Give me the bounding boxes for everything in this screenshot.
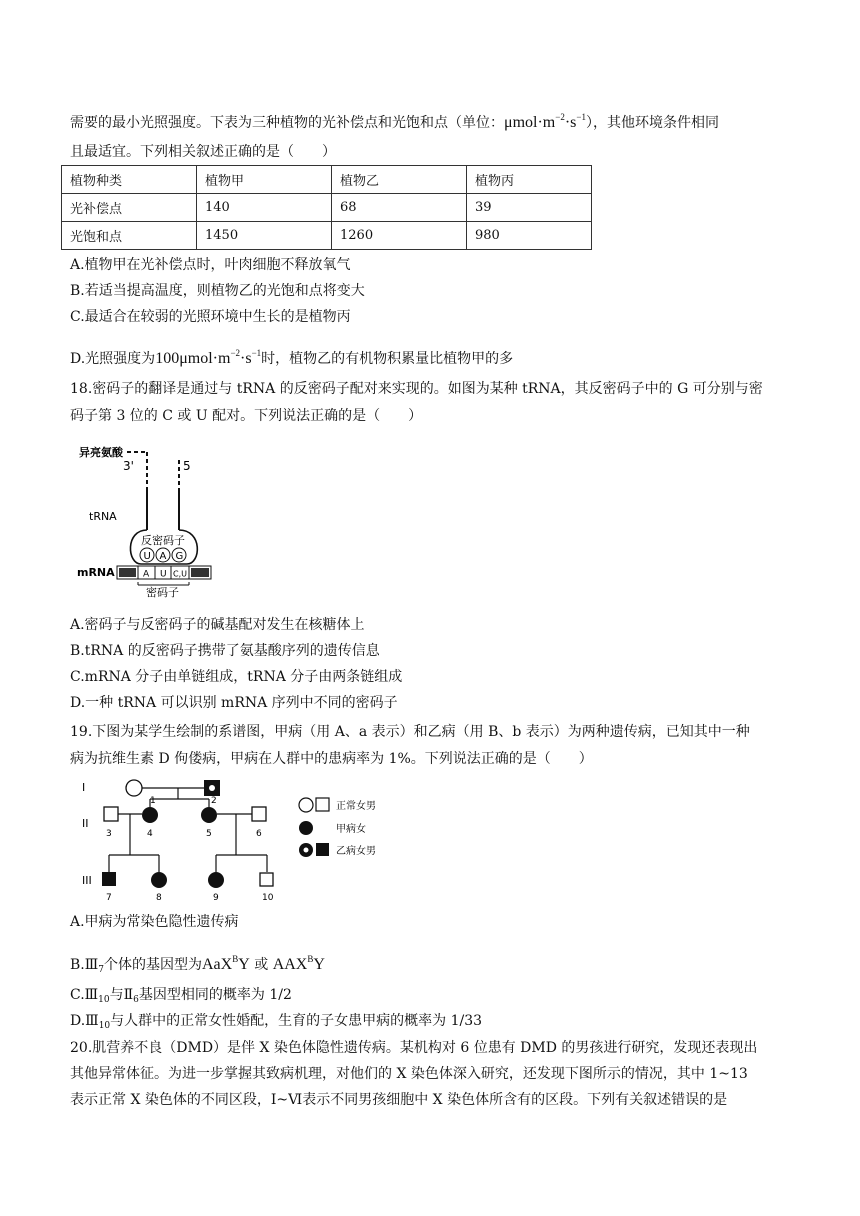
q17-option-d [70,343,513,369]
pedigree-figure [78,772,408,902]
q19-c-sub: 10 [98,995,110,1005]
individual-number: 6 [256,829,262,839]
individual-3-normal-male [104,807,118,821]
table-cell: 68 [332,194,467,222]
anticodon-base: U [143,551,151,562]
table-cell: 140 [197,194,332,222]
trna-label: tRNA [89,510,117,523]
table-header-row [62,166,592,194]
genotype-2-y: Y [313,956,325,973]
legend-jia-female-symbol [299,821,313,835]
individual-7-affected-male [102,872,116,886]
q18-option-b: B.tRNA 的反密码子携带了氨基酸序列的遗传信息 [70,643,380,659]
legend-label: 甲病女 [336,824,366,835]
q17-d-quantity [155,350,261,367]
unit-dot: · [240,350,246,367]
q19-c-text: C.Ⅲ [70,987,99,1003]
unit-dot: · [212,350,218,367]
q19-option-c [70,985,292,1010]
unit-m: m [217,350,231,367]
individual-1-normal-female [126,780,142,796]
individual-number: 4 [147,829,153,839]
individual-number: 7 [106,893,112,902]
individual-2-marker [209,785,215,791]
individual-8-jia-female [151,872,167,888]
individual-number: 2 [211,796,217,806]
genotype-2-base: AAX [272,956,308,973]
amino-acid-label: 异亮氨酸 [79,446,123,459]
anticodon-base: A [159,551,167,562]
table-header-cell: 植物乙 [332,166,467,194]
q17-option-b: B.若适当提高温度，则植物乙的光饱和点将变大 [70,283,365,299]
individual-number: 5 [206,829,212,839]
individual-number: 3 [106,829,112,839]
individual-number: 8 [156,893,162,902]
q19-c-text: 与Ⅱ [109,987,134,1003]
table-header-cell: 植物种类 [62,166,197,194]
unit-m: m [542,114,556,131]
generation-label: I [82,781,86,794]
intro-line-2: 且最适宜。下列相关叙述正确的是（ ） [70,144,336,160]
legend-normal-male-symbol [316,798,329,811]
individual-5-jia-female [201,807,217,823]
genotype-2-sup: B [307,954,314,964]
mrna-codon-shaded [119,568,136,577]
q19-b-text: B.Ⅲ [70,957,99,973]
table-header-cell: 植物甲 [197,166,332,194]
unit-dot: · [564,114,571,131]
table-header-cell: 植物丙 [467,166,592,194]
genotype-1 [202,956,250,973]
generation-label: III [82,874,92,887]
trna-5-end-label: 5 [183,459,191,473]
legend-yi-male-symbol [316,843,329,856]
table-cell: 39 [467,194,592,222]
q19-c-sub: 6 [133,995,139,1005]
unit [504,114,586,131]
genotype-2 [273,956,325,973]
q17-option-c: C.最适合在较弱的光照环境中生长的是植物丙 [70,309,351,325]
table-cell: 光补偿点 [62,194,197,222]
unit-s-exp: −1 [576,112,586,122]
generation-label: II [82,817,89,830]
genotype-1-y: Y [238,956,250,973]
trna-figure [75,438,225,598]
q19-d-text: D.Ⅲ [70,1013,99,1029]
table-cell: 1450 [197,222,332,250]
q19-b-or: 或 [249,957,273,973]
genotype-1-base: AaX [201,956,233,973]
individual-4-jia-female [142,807,158,823]
table-cell: 980 [467,222,592,250]
q20-line-3: 表示正常 X 染色体的不同区段，Ⅰ~Ⅵ表示不同男孩细胞中 X 染色体所含有的区段。下列有关叙述错误的是 [70,1092,728,1108]
table-row [62,194,592,222]
q18-option-c: C.mRNA 分子由单链组成，tRNA 分子由两条链组成 [70,669,403,685]
q19-b-sub: 7 [98,965,104,975]
unit-s-exp: −1 [251,348,262,358]
q20-line-1: 20.肌营养不良（DMD）是伴 X 染色体隐性遗传病。某机构对 6 位患有 DMD 的男孩进行研究，发现还表现出 [70,1040,758,1056]
individual-number: 10 [262,893,274,902]
unit-m-exp: −2 [230,348,241,358]
q18-stem-1: 18.密码子的翻译是通过与 tRNA 的反密码子配对来实现的。如图为某种 tRNA，其反密码子中的 G 可分别与密 [70,381,763,397]
individual-10-normal-male [260,873,273,886]
unit-dot: · [537,114,543,131]
q19-c-text: 基因型相同的概率为 1/2 [138,987,292,1003]
individual-number: 9 [213,893,219,902]
table-cell: 1260 [332,222,467,250]
anticodon-base: G [175,551,184,562]
q17-d-text: D.光照强度为 [70,351,156,367]
legend-yi-female-marker [304,848,309,853]
q19-option-a: A.甲病为常染色隐性遗传病 [70,914,239,930]
q17-option-a: A.植物甲在光补偿点时，叶肉细胞不释放氧气 [70,257,351,273]
legend-label: 正常女男 [336,801,376,812]
intro-line-1 [70,107,719,133]
q18-stem-2: 码子第 3 位的 C 或 U 配对。下列说法正确的是（ ） [70,408,423,424]
legend-normal-female-symbol [299,798,313,812]
individual-number: 1 [150,796,156,806]
individual-6-normal-male [252,807,266,821]
codon-base: C,U [173,569,187,579]
codon-base: U [160,569,167,580]
q17-d-value: 100μmol [155,350,213,367]
intro-text: 需要的最小光照强度。下表为三种植物的光补偿点和光饱和点（单位： [70,115,504,131]
q19-stem-1: 19.下图为某学生绘制的系谱图，甲病（用 A、a 表示）和乙病（用 B、b 表示）为两种遗传病，已知其中一种 [70,724,750,740]
q19-b-text: 个体的基因型为 [103,957,202,973]
q18-option-d: D.一种 tRNA 可以识别 mRNA 序列中不同的密码子 [70,695,398,711]
q19-d-text: 与人群中的正常女性婚配，生育的子女患甲病的概率为 1/33 [110,1013,483,1029]
unit-mu: μmol [504,114,538,131]
q17-d-text: 时，植物乙的有机物积累量比植物甲的多 [261,351,514,367]
unit-s: s [245,350,252,367]
plant-light-table [61,165,592,250]
q20-line-2: 其他异常体征。为进一步掌握其致病机理，对他们的 X 染色体深入研究，还发现下图所示的情况，其中 1~13 [70,1066,748,1082]
table-cell: 光饱和点 [62,222,197,250]
q19-d-sub: 10 [98,1021,111,1031]
unit-s: s [570,114,577,131]
mrna-codon-shaded [191,568,209,577]
q18-option-a: A.密码子与反密码子的碱基配对发生在核糖体上 [70,617,365,633]
anticodon-label: 反密码子 [141,534,185,547]
trna-3-end-label: 3' [123,459,134,473]
codon-base: A [143,569,150,580]
unit-m-exp: −2 [555,112,565,122]
individual-9-jia-female [208,872,224,888]
table-row [62,222,592,250]
codon-label: 密码子 [146,586,179,598]
genotype-1-sup: B [232,954,239,964]
q19-option-d [70,1011,482,1036]
mrna-label: mRNA [77,566,115,579]
q19-stem-2: 病为抗维生素 D 佝偻病，甲病在人群中的患病率为 1%。下列说法正确的是（ ） [70,751,593,767]
intro-text: ），其他环境条件相同 [585,115,719,131]
q19-option-b [70,949,325,980]
legend-label: 乙病女男 [336,846,376,857]
